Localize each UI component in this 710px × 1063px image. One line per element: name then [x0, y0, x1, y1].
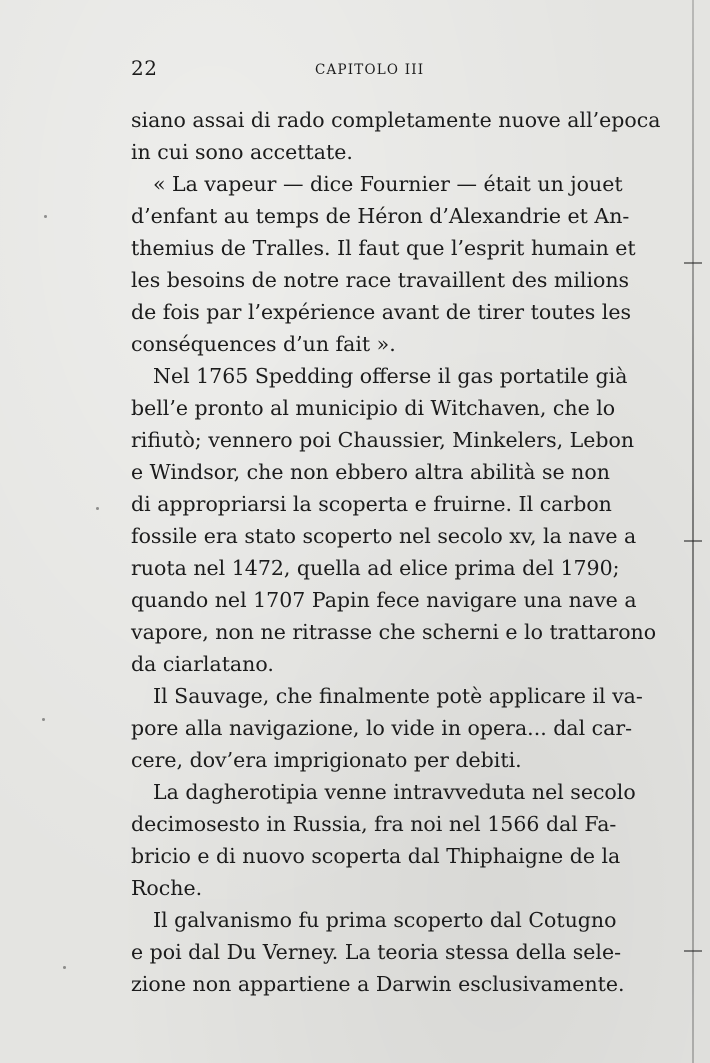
- text-line: themius de Tralles. Il faut que l’esprit humain et: [131, 236, 636, 260]
- text-line: di appropriarsi la scoperta e fruirne. Il carbon: [131, 492, 612, 516]
- text-line: decimosesto in Russia, fra noi nel 1566 dal Fa-: [131, 812, 617, 836]
- text-line: vapore, non ne ritrasse che scherni e lo trattarono: [131, 620, 657, 644]
- text-line: in cui sono accettate.: [131, 140, 353, 164]
- text-line: de fois par l’expérience avant de tirer toutes les: [131, 300, 631, 324]
- paper-speck: [42, 718, 45, 721]
- text-line: e Windsor, che non ebbero altra abilità se non: [131, 460, 610, 484]
- text-line: ruota nel 1472, quella ad elice prima del 1790;: [131, 556, 620, 580]
- text-line: siano assai di rado completamente nuove all’epoca: [131, 108, 661, 132]
- page-edge-tick: [684, 950, 702, 952]
- text-line: conséquences d’un fait ».: [131, 332, 396, 356]
- text-line: zione non appartiene a Darwin esclusivamente.: [131, 972, 625, 996]
- text-line: Roche.: [131, 876, 203, 900]
- text-line: Nel 1765 Spedding offerse il gas portatile già: [153, 364, 628, 388]
- page-number: 22: [131, 56, 158, 80]
- text-line: Il Sauvage, che finalmente potè applicare il va-: [153, 684, 643, 708]
- text-line: les besoins de notre race travaillent des milions: [131, 268, 630, 292]
- page-edge-tick: [684, 540, 702, 542]
- paper-speck: [44, 215, 47, 218]
- page-edge-tick: [684, 262, 702, 264]
- text-line: rifiutò; vennero poi Chaussier, Minkelers, Lebon: [131, 428, 635, 452]
- text-line: fossile era stato scoperto nel secolo xv, la nave a: [131, 524, 637, 548]
- text-line: La dagherotipia venne intravveduta nel secolo: [153, 780, 636, 804]
- text-line: quando nel 1707 Papin fece navigare una nave a: [131, 588, 637, 612]
- paper-speck: [96, 507, 99, 510]
- text-line: bell’e pronto al municipio di Witchaven, che lo: [131, 396, 616, 420]
- text-line: bricio e di nuovo scoperta dal Thiphaigne de la: [131, 844, 621, 868]
- text-line: d’enfant au temps de Héron d’Alexandrie et An-: [131, 204, 630, 228]
- text-line: e poi dal Du Verney. La teoria stessa della sele-: [131, 940, 622, 964]
- text-line: « La vapeur — dice Fournier — était un jouet: [153, 172, 623, 196]
- text-line: da ciarlatano.: [131, 652, 274, 676]
- text-line: Il galvanismo fu prima scoperto dal Cotugno: [153, 908, 617, 932]
- text-line: pore alla navigazione, lo vide in opera... dal car-: [131, 716, 633, 740]
- text-line: cere, dov’era imprigionato per debiti.: [131, 748, 522, 772]
- paper-speck: [63, 966, 66, 969]
- page-edge-rule: [692, 0, 694, 1063]
- page-header: [131, 56, 601, 86]
- running-title: CAPITOLO III: [315, 62, 425, 78]
